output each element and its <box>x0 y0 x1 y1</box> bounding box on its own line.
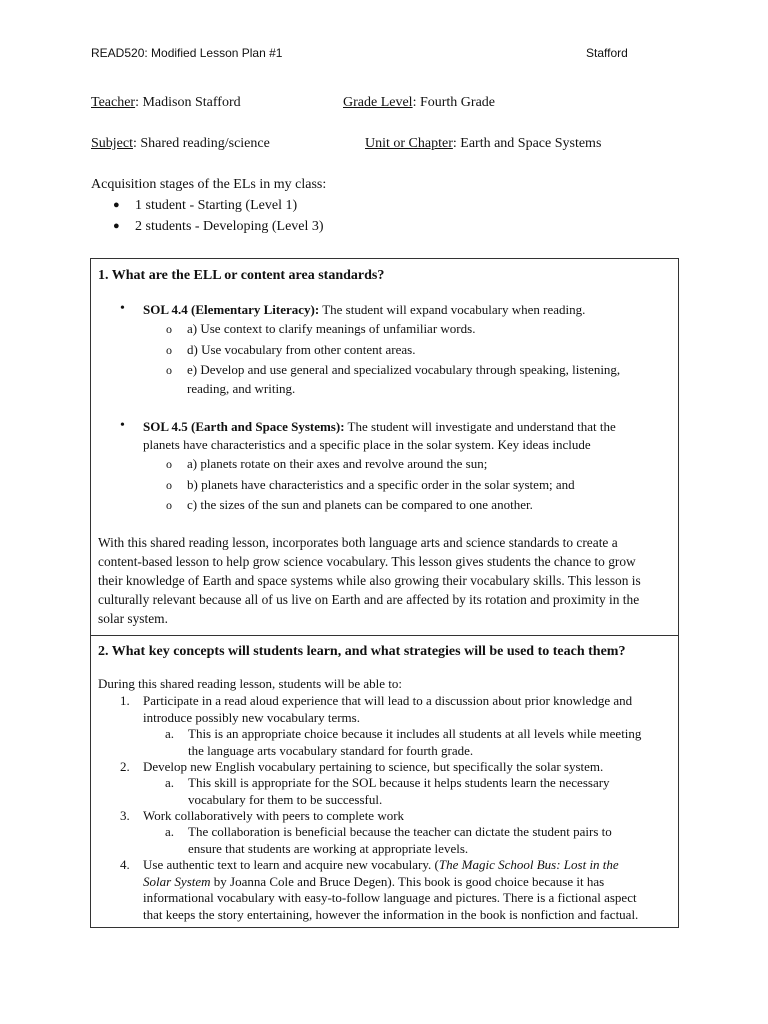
item-line: This is an appropriate choice because it includes all students at all levels while meeting <box>188 726 642 741</box>
paragraph-line: solar system. <box>98 610 168 626</box>
standards-box <box>90 258 679 636</box>
list-number: 4. <box>120 857 130 872</box>
concept-item <box>143 857 638 923</box>
concept-subitem <box>188 824 612 857</box>
teacher-label: Teacher <box>91 95 136 110</box>
sol44-item: e) Develop and use general and specialized vocabulary through speaking, listening, <box>187 362 621 377</box>
item4-post: by Joanna Cole and Bruce Degen). This book is good choice because it has <box>210 873 605 889</box>
list-number: 1. <box>120 693 130 708</box>
grade-value: : Fourth Grade <box>412 95 496 110</box>
subject-field <box>91 135 270 153</box>
item-line: the language arts vocabulary standard for fourth grade. <box>188 742 474 758</box>
unit-label: Unit or Chapter <box>365 136 453 151</box>
section2-question: 2. What key concepts will students learn, and what strategies will be used to teach them? <box>98 644 626 659</box>
unit-value: : Earth and Space Systems <box>452 136 602 151</box>
grade-label: Grade Level <box>343 95 413 110</box>
acquisition-title: Acquisition stages of the ELs in my class: <box>91 177 327 192</box>
item-line: vocabulary for them to be successful. <box>188 791 383 807</box>
concept-item <box>143 693 632 726</box>
circle-bullet: o <box>166 498 172 512</box>
circle-bullet: o <box>166 478 172 492</box>
section1-paragraph <box>98 534 672 629</box>
sol44-item: a) Use context to clarify meanings of unfamiliar words. <box>187 321 476 336</box>
section2-intro: During this shared reading lesson, students will be able to: <box>98 676 403 691</box>
unit-field <box>365 135 601 153</box>
item-line: The collaboration is beneficial because the teacher can dictate the student pairs to <box>188 824 612 839</box>
teacher-value: : Madison Stafford <box>135 95 241 110</box>
item-line: ensure that students are working at appropriate levels. <box>188 840 469 856</box>
header-author: Stafford <box>586 46 628 60</box>
paragraph-line: content-based lesson to help grow science vocabulary. This lesson gives students the chance to grow <box>98 553 636 569</box>
header-title: READ520: Modified Lesson Plan #1 <box>91 46 283 60</box>
sub-letter: a. <box>165 726 175 741</box>
bullet-dot: • <box>120 301 125 316</box>
item-line <box>143 857 638 874</box>
circle-bullet: o <box>166 343 172 357</box>
subject-label: Subject <box>91 136 133 151</box>
item4-pre: Use authentic text to learn and acquire new vocabulary. ( <box>143 857 439 872</box>
circle-bullet: o <box>166 322 172 336</box>
item-line: Participate in a read aloud experience that will lead to a discussion about prior knowledge and <box>143 693 633 708</box>
circle-bullet: o <box>166 457 172 471</box>
item-line <box>143 874 638 891</box>
sol45-item: c) the sizes of the sun and planets can be compared to one another. <box>187 497 533 512</box>
paragraph-line: culturally relevant because all of us live on Earth and are affected by its rotation and proximity in the <box>98 591 640 607</box>
sol44-label: SOL 4.4 (Elementary Literacy): <box>143 302 320 317</box>
paragraph-line: their knowledge of Earth and space systems while also growing their vocabulary skills. This lesson is <box>98 572 641 588</box>
grade-field <box>343 94 495 112</box>
sol45-text: The student will investigate and understand that the <box>344 419 616 434</box>
sub-letter: a. <box>165 824 175 839</box>
section1-question: 1. What are the ELL or content area standards? <box>98 268 385 283</box>
sol45-label: SOL 4.5 (Earth and Space Systems): <box>143 419 345 434</box>
book-title: The Magic School Bus: Lost in the <box>438 857 619 872</box>
circle-bullet: o <box>166 363 172 377</box>
item-line: that keeps the story entertaining, however the information in the book is nonfiction and factual. <box>143 906 639 922</box>
item-line: introduce possibly new vocabulary terms. <box>143 709 360 725</box>
teacher-field <box>91 94 241 112</box>
sol44-item-cont: reading, and writing. <box>187 381 296 396</box>
bullet-dot: • <box>120 418 125 433</box>
sub-letter: a. <box>165 775 175 790</box>
sol45-item: a) planets rotate on their axes and revolve around the sun; <box>187 456 488 471</box>
acquisition-list <box>113 195 324 237</box>
list-number: 2. <box>120 759 130 774</box>
concept-item: Develop new English vocabulary pertaining to science, but specifically the solar system. <box>143 759 604 774</box>
sol44-line <box>143 302 585 319</box>
sol45-text-cont: planets have characteristics and a specific place in the solar system. Key ideas include <box>143 437 591 452</box>
sol44-item: d) Use vocabulary from other content areas. <box>187 342 416 357</box>
sol44-text: The student will expand vocabulary when reading. <box>319 302 586 317</box>
acquisition-item: ● 2 students - Developing (Level 3) <box>113 216 324 237</box>
concept-item: Work collaboratively with peers to complete work <box>143 808 405 823</box>
sol45-line <box>143 419 616 436</box>
subject-value: : Shared reading/science <box>133 136 270 151</box>
concepts-box <box>90 635 679 928</box>
paragraph-line: With this shared reading lesson, incorporates both language arts and science standards to create a <box>98 535 618 550</box>
concept-subitem <box>188 726 641 759</box>
acquisition-item: ● 1 student - Starting (Level 1) <box>113 195 324 216</box>
item-line: This skill is appropriate for the SOL because it helps students learn the necessary <box>188 775 610 790</box>
item-line: informational vocabulary with easy-to-follow language and pictures. There is a fictional aspect <box>143 890 637 905</box>
concept-subitem <box>188 775 610 808</box>
sol45-item: b) planets have characteristics and a specific order in the solar system; and <box>187 477 575 492</box>
list-number: 3. <box>120 808 130 823</box>
book-title-cont: Solar System <box>143 873 211 889</box>
